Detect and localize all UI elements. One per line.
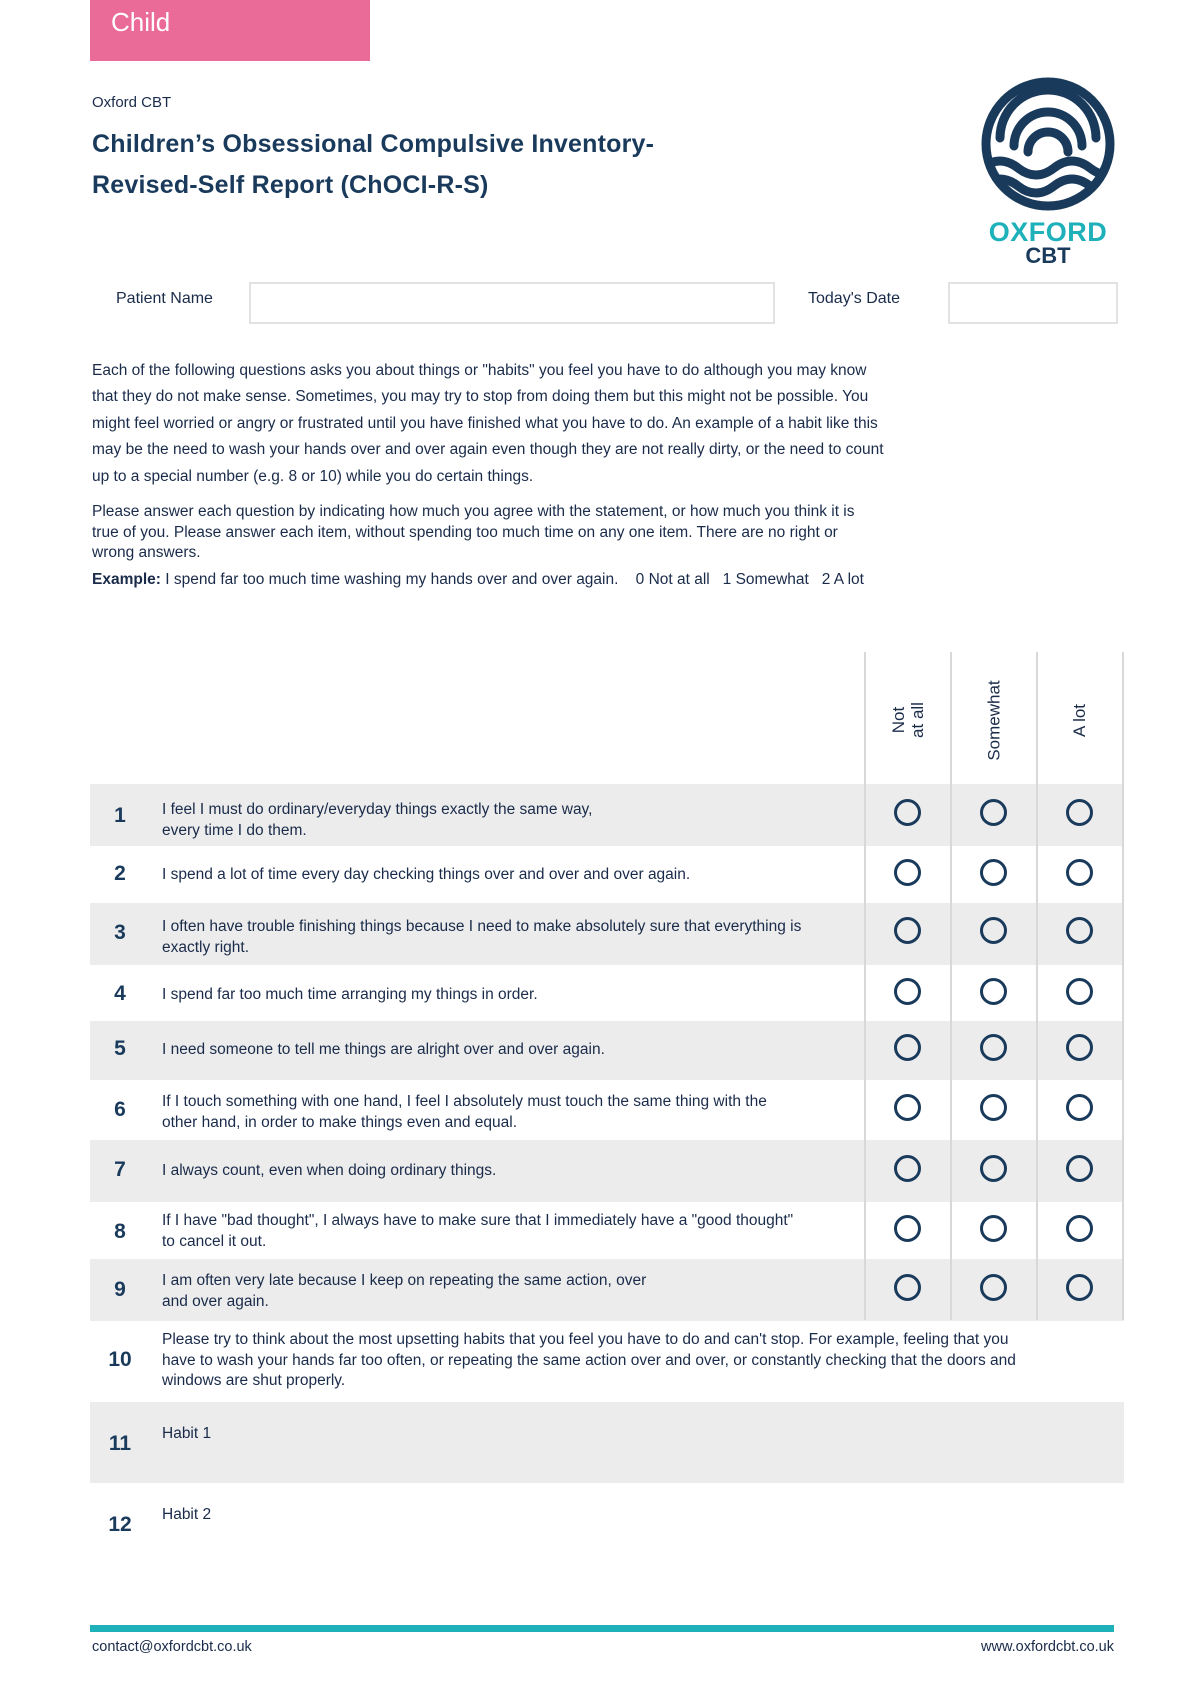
radio-not-at-all[interactable] (894, 978, 921, 1005)
table-row (90, 1080, 1124, 1140)
intro-p2-line: Please answer each question by indicating how much you agree with the statement, or how much you think it is (92, 503, 855, 520)
item-text: I need someone to tell me things are alright over and over again. (162, 1041, 605, 1058)
intro-p1-line: may be the need to wash your hands over and over again even though they are not really dirty, or the need to count (92, 441, 884, 459)
item-number: 1 (114, 804, 126, 827)
page-title (92, 124, 772, 206)
brand-name: Oxford CBT (92, 94, 172, 111)
radio-a-lot[interactable] (1066, 859, 1093, 886)
intro-paragraph-2 (92, 502, 947, 564)
item-number: 12 (108, 1513, 132, 1536)
column-header-text: A lot (1070, 703, 1090, 737)
habit-row[interactable] (90, 1402, 1124, 1483)
radio-somewhat[interactable] (980, 1034, 1007, 1061)
radio-not-at-all[interactable] (894, 917, 921, 944)
wave-circle-icon (980, 76, 1116, 212)
radio-somewhat[interactable] (980, 1215, 1007, 1242)
logo-word-cbt: CBT (1025, 243, 1071, 268)
item-text: If I touch something with one hand, I feel I absolutely must touch the same thing with the other hand, in order to make things even and equal. (162, 1093, 767, 1131)
table-row (90, 965, 1124, 1021)
column-header-somewhat (952, 665, 1036, 775)
intro-p1-line: that they do not make sense. Sometimes, you may try to stop from doing them but this might not be possible. You (92, 388, 869, 406)
item-text: If I have "bad thought", I always have to make sure that I immediately have a "good thought" to cancel it out. (162, 1212, 794, 1250)
title-line-2: Revised-Self Report (ChOCI-R-S) (92, 171, 489, 199)
intro-p2-line: true of you. Please answer each item, without spending too much time on any one item. There are no right or (92, 523, 838, 541)
column-header-not-at-all (866, 665, 950, 775)
item-number: 4 (114, 982, 126, 1005)
column-header-line: Not (888, 706, 908, 734)
radio-somewhat[interactable] (980, 799, 1007, 826)
table-row (90, 1202, 1124, 1259)
radio-somewhat[interactable] (980, 917, 1007, 944)
item-text: I spend a lot of time every day checking things over and over and over again. (162, 866, 691, 883)
item-text: Please try to think about the most upsetting habits that you feel you have to do and can't stop. For example, feeling that you have to wash your hands far too often, or repeating the same action over and over, or constantly checking that the doors and windows are shut properly. (162, 1331, 1016, 1389)
table-row (90, 784, 1124, 846)
intro-p2-line: wrong answers. (92, 544, 201, 561)
logo-word-oxford: OXFORD (988, 217, 1108, 247)
radio-somewhat[interactable] (980, 1155, 1007, 1182)
item-number: 10 (108, 1348, 132, 1371)
column-header-a-lot (1038, 665, 1122, 775)
table-row (90, 903, 1124, 965)
radio-a-lot[interactable] (1066, 1274, 1093, 1301)
radio-somewhat[interactable] (980, 978, 1007, 1005)
item-text: I often have trouble finishing things because I need to make absolutely sure that everything is exactly right. (162, 918, 802, 956)
footer-email-link[interactable]: contact@oxfordcbt.co.uk (92, 1639, 252, 1655)
title-line-1: Children’s Obsessional Compulsive Inventory- (92, 130, 655, 158)
intro-p1-line: up to a special number (e.g. 8 or 10) while you do certain things. (92, 467, 534, 485)
item-number: 8 (114, 1220, 126, 1243)
radio-not-at-all[interactable] (894, 1215, 921, 1242)
item-number: 6 (114, 1098, 126, 1121)
item-text: I spend far too much time arranging my things in order. (162, 986, 538, 1003)
item-number: 9 (114, 1278, 126, 1301)
radio-not-at-all[interactable] (894, 1094, 921, 1121)
column-header-text: Somewhat (984, 679, 1004, 761)
footer-website-link[interactable]: www.oxfordcbt.co.uk (981, 1639, 1114, 1655)
radio-a-lot[interactable] (1066, 1215, 1093, 1242)
oxford-cbt-logo (980, 76, 1116, 276)
radio-not-at-all[interactable] (894, 799, 921, 826)
patient-name-field[interactable] (249, 282, 775, 324)
radio-somewhat[interactable] (980, 1094, 1007, 1121)
patient-name-label: Patient Name (116, 290, 213, 307)
radio-a-lot[interactable] (1066, 978, 1093, 1005)
radio-not-at-all[interactable] (894, 1274, 921, 1301)
column-header-line: at all (907, 702, 927, 738)
table-row (90, 1140, 1124, 1202)
todays-date-field[interactable] (948, 282, 1118, 324)
radio-not-at-all[interactable] (894, 1155, 921, 1182)
radio-somewhat[interactable] (980, 859, 1007, 886)
table-row (90, 1259, 1124, 1321)
item-number: 7 (114, 1158, 126, 1181)
item-number: 2 (114, 862, 126, 885)
table-row (90, 846, 1124, 903)
radio-a-lot[interactable] (1066, 1155, 1093, 1182)
radio-a-lot[interactable] (1066, 799, 1093, 826)
radio-not-at-all[interactable] (894, 859, 921, 886)
child-tag-label: Child (111, 7, 171, 37)
habit-label: Habit 2 (162, 1506, 212, 1523)
example-label: Example: (92, 571, 161, 588)
item-text: I always count, even when doing ordinary things. (162, 1162, 497, 1179)
child-tag (90, 0, 370, 61)
example-text: I spend far too much time washing my hands over and over again. 0 Not at all 1 Somewhat 2 A lot (160, 571, 864, 588)
example-line (92, 571, 864, 589)
habit-row[interactable] (90, 1483, 1124, 1564)
item-text: I am often very late because I keep on repeating the same action, over and over again. (162, 1272, 647, 1310)
todays-date-label: Today's Date (808, 290, 900, 307)
footer-divider (90, 1625, 1114, 1632)
intro-paragraph-1 (92, 358, 947, 490)
table-row (90, 1021, 1124, 1080)
item-number: 11 (108, 1432, 132, 1455)
table-row (90, 1321, 1124, 1402)
radio-not-at-all[interactable] (894, 1034, 921, 1061)
item-number: 5 (114, 1037, 126, 1060)
intro-p1-line: might feel worried or angry or frustrated until you have finished what you have to do. An example of a habit like this (92, 414, 878, 432)
habit-label: Habit 1 (162, 1425, 212, 1442)
radio-a-lot[interactable] (1066, 1034, 1093, 1061)
item-text: I feel I must do ordinary/everyday things exactly the same way, every time I do them. (162, 801, 593, 839)
radio-a-lot[interactable] (1066, 1094, 1093, 1121)
item-number: 3 (114, 921, 126, 944)
radio-somewhat[interactable] (980, 1274, 1007, 1301)
intro-p1-line: Each of the following questions asks you about things or "habits" you feel you have to do although you may know (92, 362, 867, 379)
radio-a-lot[interactable] (1066, 917, 1093, 944)
